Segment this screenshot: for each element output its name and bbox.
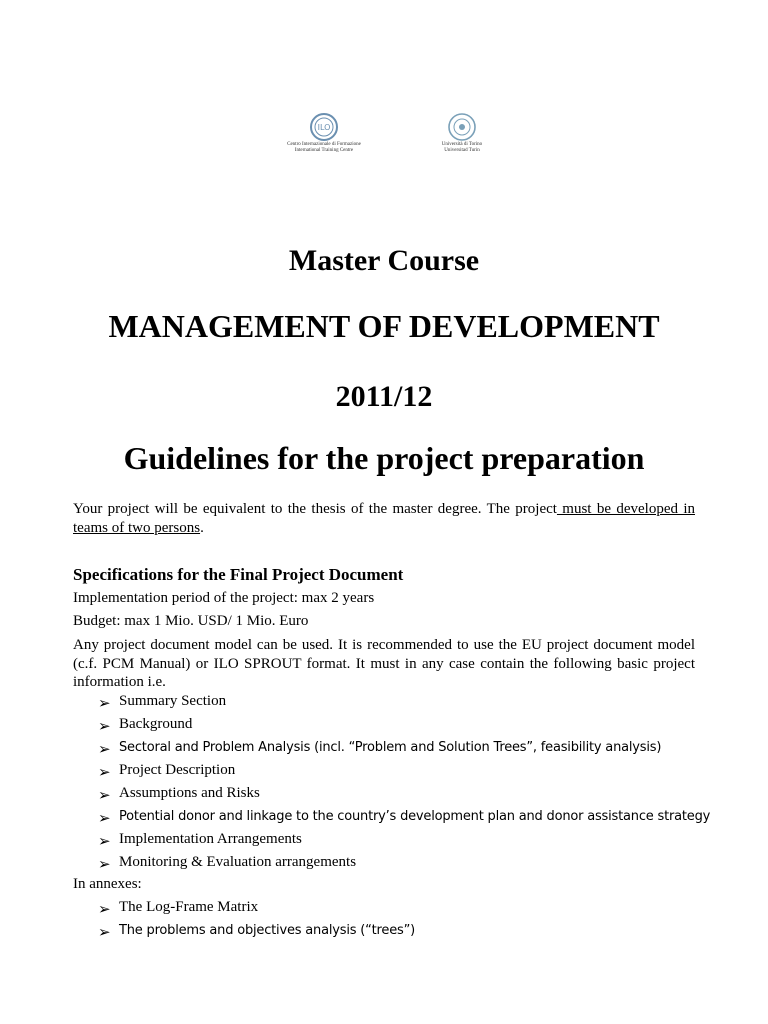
university-logo-line-2: Universitad Turin: [444, 148, 480, 153]
arrow-bullet-icon: ➢: [98, 834, 111, 850]
list-item-text: Assumptions and Risks: [119, 785, 260, 801]
list-item: [98, 692, 710, 715]
list-item: [98, 898, 415, 921]
arrow-bullet-icon: ➢: [98, 765, 111, 781]
ilo-logo-line-2: International Training Centre: [294, 148, 354, 153]
requirements-list: [98, 692, 710, 876]
page-subtitle: Guidelines for the project preparation: [123, 440, 645, 476]
ilo-logo: [276, 112, 372, 154]
university-seal-icon: [447, 112, 477, 142]
list-item: [98, 830, 710, 853]
list-item: [98, 715, 710, 738]
intro-paragraph: [73, 500, 695, 537]
ilo-emblem-icon: [309, 112, 339, 142]
svg-text:ILO: ILO: [317, 123, 331, 132]
program-title: MANAGEMENT OF DEVELOPMENT: [108, 308, 660, 344]
intro-underlined-text: must be developed in teams of two persons: [73, 501, 695, 536]
year-title: 2011/12: [335, 380, 433, 413]
list-item-text: Monitoring & Evaluation arrangements: [119, 854, 357, 870]
implementation-period-text: Implementation period of the project: max 2 years: [73, 590, 375, 606]
list-item-text: Background: [119, 716, 193, 732]
intro-text: Your project will be equivalent to the thesis of the master degree. The project: [73, 501, 557, 517]
arrow-bullet-icon: ➢: [98, 925, 111, 941]
arrow-bullet-icon: ➢: [98, 902, 111, 918]
budget-text: Budget: max 1 Mio. USD/ 1 Mio. Euro: [73, 613, 309, 629]
university-logo-line-1: Università di Torino: [441, 142, 483, 147]
arrow-bullet-icon: ➢: [98, 811, 111, 827]
list-item-text: Project Description: [119, 762, 236, 778]
arrow-bullet-icon: ➢: [98, 719, 111, 735]
arrow-bullet-icon: ➢: [98, 857, 111, 873]
list-item: [98, 738, 710, 761]
list-item-text: Summary Section: [119, 693, 227, 709]
list-item: [98, 784, 710, 807]
list-item: [98, 761, 710, 784]
annexes-label: In annexes:: [73, 876, 142, 892]
arrow-bullet-icon: ➢: [98, 696, 111, 712]
course-title: Master Course: [288, 244, 480, 277]
intro-period: .: [200, 519, 204, 536]
list-item-text: The problems and objectives analysis (“trees”): [119, 923, 415, 938]
list-item-text: Potential donor and linkage to the country’s development plan and donor assistance strategy: [119, 809, 711, 824]
ilo-logo-line-1: Centro Internazionale di Formazione: [287, 142, 361, 147]
list-item-text: The Log-Frame Matrix: [119, 899, 259, 915]
model-paragraph: Any project document model can be used. It is recommended to use the EU project document model (c.f. PCM Manual) or ILO SPROUT format. It must in any case contain the following basic project information i.e.: [73, 637, 695, 690]
annexes-list: [98, 898, 415, 944]
section-heading: Specifications for the Final Project Document: [73, 565, 404, 584]
list-item: [98, 921, 415, 944]
arrow-bullet-icon: ➢: [98, 742, 111, 758]
list-item-text: Sectoral and Problem Analysis (incl. “Problem and Solution Trees”, feasibility analysis): [119, 740, 662, 755]
list-item: [98, 853, 710, 876]
arrow-bullet-icon: ➢: [98, 788, 111, 804]
university-logo: [430, 112, 494, 154]
header-logos: [0, 112, 768, 162]
list-item: [98, 807, 710, 830]
list-item-text: Implementation Arrangements: [119, 831, 302, 847]
